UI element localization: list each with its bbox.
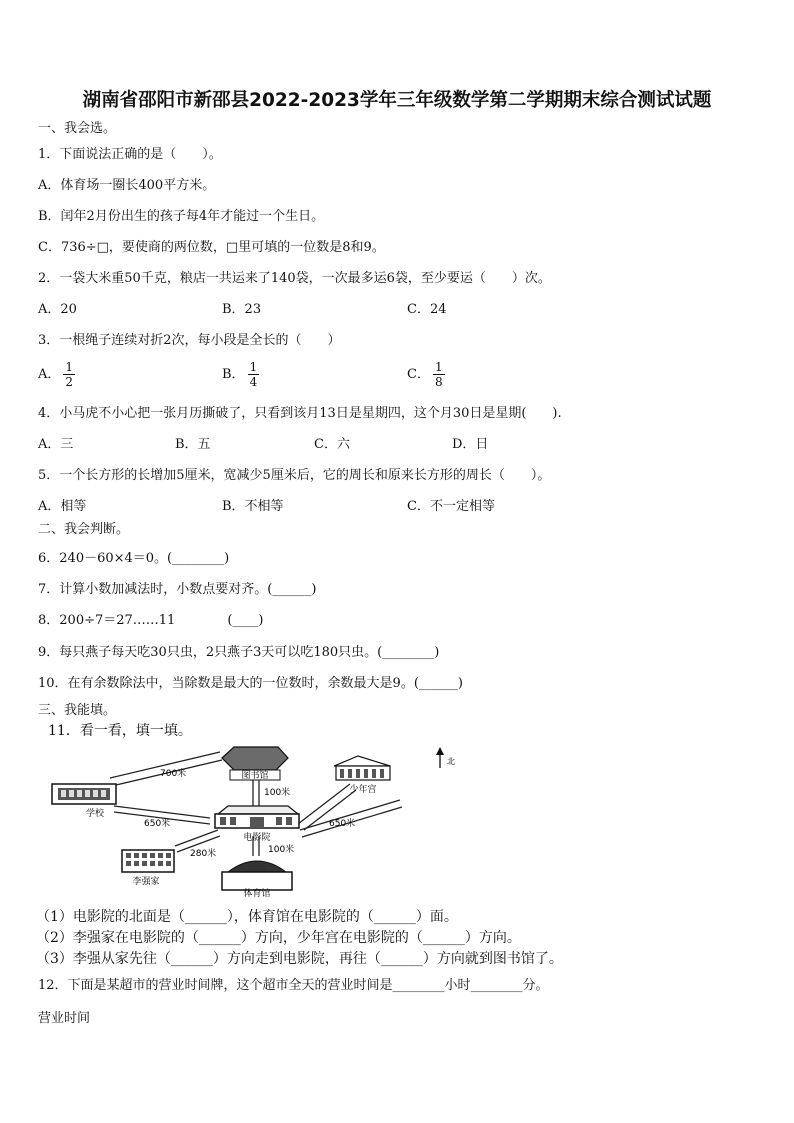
q1-option-b: B．闰年2月份出生的孩子每4年才能过一个生日。 [38, 209, 325, 224]
section-3-heading: 三、我能填。 [38, 703, 117, 718]
distance-cinema-stadium: 100米 [268, 845, 295, 855]
stadium-label: 体育馆 [243, 889, 271, 899]
q3-fraction-a [63, 360, 75, 389]
q8: 8．200÷7＝27……11 (____) [38, 613, 264, 628]
q9: 9．每只燕子每天吃30只虫，2只燕子3天可以吃180只虫。(________) [38, 645, 440, 660]
page-title: 湖南省邵阳市新邵县2022-2023学年三年级数学第二学期期末综合测试试题 [82, 90, 712, 111]
distance-home-cinema: 280米 [190, 849, 217, 859]
north-arrow-icon [436, 747, 444, 768]
q3-stem: 3．一根绳子连续对折2次，每小段是全长的（ ） [38, 333, 341, 348]
q1-stem: 1．下面说法正确的是（ ）。 [38, 147, 222, 162]
q5-stem: 5．一个长方形的长增加5厘米，宽减少5厘米后，它的周长和原来长方形的周长（ ）。 [38, 468, 551, 483]
q3-option-b-label: B． [222, 367, 245, 382]
fraction-numerator: 1 [434, 360, 443, 374]
distance-school-cinema: 650米 [144, 819, 171, 829]
q2-option-b: B．23 [222, 302, 262, 317]
q5-option-c: C．不一定相等 [407, 499, 495, 514]
q2-option-a: A．20 [38, 302, 77, 317]
q4-option-b: B．五 [175, 437, 211, 452]
section-2-heading: 二、我会判断。 [38, 522, 130, 537]
q12-sign-label: 营业时间 [38, 1011, 91, 1026]
q11-sub-1: （1）电影院的北面是（______），体育馆在电影院的（______）面。 [36, 909, 458, 925]
distance-cinema-palace: 650米 [329, 819, 356, 829]
q10: 10．在有余数除法中，当除数是最大的一位数时，余数最大是9。(______) [38, 676, 463, 691]
direction-map [50, 744, 470, 904]
q4-option-d: D．日 [452, 437, 489, 452]
q3-option-c [407, 360, 445, 389]
q5-option-b: B．不相等 [222, 499, 284, 514]
home-label: 李强家 [132, 877, 160, 887]
q4-option-c: C．六 [314, 437, 350, 452]
fraction-numerator: 1 [249, 360, 258, 374]
q5-option-a: A．相等 [38, 499, 87, 514]
q12: 12．下面是某超市的营业时间牌，这个超市全天的营业时间是________小时________分。 [38, 978, 549, 993]
fraction-denominator: 4 [249, 375, 258, 389]
q3-fraction-c [433, 360, 445, 389]
q3-fraction-b [248, 360, 260, 389]
library-label: 图书馆 [241, 771, 269, 781]
fraction-numerator: 1 [65, 360, 74, 374]
q1-option-a: A．体育场一圈长400平方米。 [38, 178, 216, 193]
distance-library-cinema: 100米 [264, 788, 291, 798]
q7: 7．计算小数加减法时，小数点要对齐。(______) [38, 582, 317, 597]
q11-stem: 11．看一看，填一填。 [48, 723, 192, 739]
q6: 6．240－60×4＝0。(________) [38, 551, 230, 566]
q3-option-c-label: C． [407, 367, 430, 382]
q2-stem: 2．一袋大米重50千克，粮店一共运来了140袋，一次最多运6袋，至少要运（ ）次。 [38, 271, 551, 286]
home-building [122, 850, 174, 872]
north-label: 北 [447, 757, 455, 766]
q3-option-a [38, 360, 75, 389]
q11-sub-2: （2）李强家在电影院的（______）方向，少年宫在电影院的（______）方向。 [36, 930, 521, 946]
q1-option-c: C．736÷□，要使商的两位数，□里可填的一位数是8和9。 [38, 240, 385, 255]
cinema-label: 电影院 [243, 833, 271, 843]
q11-sub-3: （3）李强从家先往（______）方向走到电影院，再往（______）方向就到图书馆了。 [36, 951, 563, 967]
youth-palace-building [334, 756, 390, 780]
q3-option-a-label: A． [38, 367, 61, 382]
q4-stem: 4．小马虎不小心把一张月历撕破了，只看到该月13日是星期四，这个月30日是星期( ). [38, 406, 562, 421]
stadium-building [222, 861, 292, 890]
fraction-denominator: 2 [65, 375, 74, 389]
section-1-heading: 一、我会选。 [38, 121, 117, 136]
distance-school-library: 700米 [160, 769, 187, 779]
fraction-denominator: 8 [434, 375, 443, 389]
q3-option-b [222, 360, 259, 389]
cinema-building [215, 806, 299, 828]
road-library-cinema [253, 778, 259, 806]
q2-option-c: C．24 [407, 302, 447, 317]
q4-option-a: A．三 [38, 437, 74, 452]
school-label: 学校 [85, 809, 105, 819]
school-building [52, 784, 116, 804]
youth-palace-label: 少年宫 [349, 785, 377, 795]
